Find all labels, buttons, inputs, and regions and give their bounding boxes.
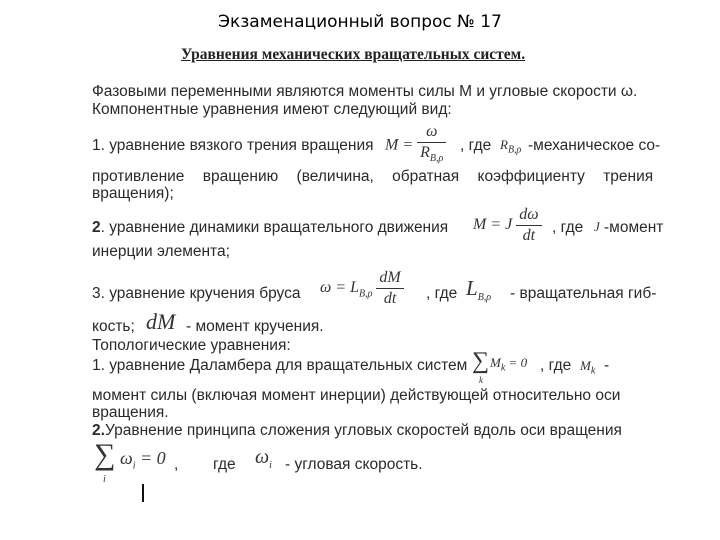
item2-fraction-num: dω <box>516 205 541 226</box>
topo-coef1-symbol: M <box>580 358 591 373</box>
item3-line-2-end: - момент кручения. <box>186 318 324 335</box>
item1-text-end: -механическое со- <box>528 137 661 154</box>
topo-item1-line-3: вращения. <box>92 404 169 421</box>
item3-formula-lhs-sub: B,ρ <box>359 288 373 300</box>
item2-formula <box>473 205 542 246</box>
topo-sum1-symbol: ∑ <box>472 348 490 374</box>
item1-text: 1. уравнение вязкого трения вращения <box>92 137 374 154</box>
item3-line-2-start: кость; <box>92 318 135 335</box>
topo-item1-dash: - <box>604 357 610 374</box>
topo-coef2 <box>255 446 272 471</box>
item1-coef <box>500 137 521 156</box>
item1-line-3: вращения); <box>92 185 174 202</box>
topo-sum2-symbol: ∑ <box>94 438 116 471</box>
topo-sum1-term <box>490 355 527 374</box>
topo-sum2-term-sub: i <box>132 460 136 472</box>
topo-coef2-sub: i <box>269 460 272 471</box>
item3-coef-sub: B,ρ <box>477 292 492 304</box>
item3-formula-lhs: ω = L <box>320 279 359 297</box>
topo-sum2-term-symbol: ω <box>120 448 133 468</box>
item3-fraction-den: dt <box>383 290 397 307</box>
topo-coef1 <box>580 358 595 377</box>
topo-sum2-term <box>120 448 166 472</box>
item1-where: , где <box>460 137 492 154</box>
topo-sum1-term-symbol: M <box>490 355 501 370</box>
item3-dm: dM <box>146 309 176 334</box>
item1-den-sub: B,ρ <box>429 153 444 165</box>
item3-where: , где <box>426 285 458 302</box>
topo-sum1-term-sub: k <box>500 362 506 374</box>
item2-text <box>92 219 448 237</box>
item3-coef-symbol: L <box>466 276 478 300</box>
topo-sum2-eq: = 0 <box>140 448 166 468</box>
topo-coef1-sub: k <box>590 365 596 377</box>
item1-formula-lhs: M = <box>385 136 414 154</box>
topo-where-1: , где <box>540 357 572 374</box>
item3-fraction-num: dM <box>376 268 403 289</box>
topo-sum1-index: k <box>479 375 483 385</box>
item1-fraction-den <box>417 143 446 169</box>
item2-where: , где <box>552 219 584 236</box>
item2-fraction-den: dt <box>522 227 536 244</box>
item1-formula <box>385 122 446 169</box>
item3-coef <box>466 276 491 303</box>
section-heading: Уравнения механических вращательных систем. <box>181 46 526 63</box>
item1-den-symbol: R <box>420 144 430 161</box>
topo-where-2: где <box>213 456 236 473</box>
item2-number: 2 <box>92 219 101 236</box>
topo-item2-end: - угловая скорость. <box>285 456 423 473</box>
item3-formula <box>320 268 404 309</box>
item2-line-2: инерции элемента; <box>92 243 230 260</box>
topo-comma: , <box>174 456 179 473</box>
item1-line-2: противление вращению (величина, обратная коэффициенту трения <box>92 168 654 185</box>
intro-line-1: Фазовыми переменными являются моменты силы М и угловые скорости ω. <box>92 83 638 100</box>
intro-line-2: Компонентные уравнения имеют следующий вид: <box>92 101 452 118</box>
item1-fraction <box>417 122 446 169</box>
topo-item1-line-2: момент силы (включая момент инерции) действующей относительно оси <box>92 387 621 404</box>
item2-text-end: -момент <box>604 219 664 236</box>
item3-text-end: - вращательная гиб- <box>510 285 657 302</box>
topo-sum2-index: i <box>103 474 106 485</box>
topo-item2-label: Уравнение принципа сложения угловых скоростей вдоль оси вращения <box>104 422 622 439</box>
item1-coef-sub: B,ρ <box>507 144 522 156</box>
slide-title: Экзаменационный вопрос № 17 <box>218 12 502 32</box>
topo-sum1-eq: = 0 <box>508 355 528 370</box>
topo-heading: Топологические уравнения: <box>92 337 291 354</box>
topo-item2-text <box>92 422 622 440</box>
item1-fraction-num: ω <box>417 122 446 143</box>
topo-item2-number: 2. <box>92 422 105 439</box>
item2-coef: J <box>594 219 600 234</box>
topo-item1-text: 1. уравнение Даламбера для вращательных систем <box>92 357 468 374</box>
item1-coef-symbol: R <box>500 137 508 152</box>
topo-coef2-symbol: ω <box>255 446 270 468</box>
item2-line-1: . уравнение динамики вращательного движения <box>100 219 449 236</box>
item2-fraction <box>516 205 541 246</box>
item3-text: 3. уравнение кручения бруса <box>92 285 301 302</box>
item3-fraction <box>376 268 403 309</box>
item2-formula-lhs: M = J <box>473 216 513 234</box>
text-cursor <box>142 484 144 502</box>
